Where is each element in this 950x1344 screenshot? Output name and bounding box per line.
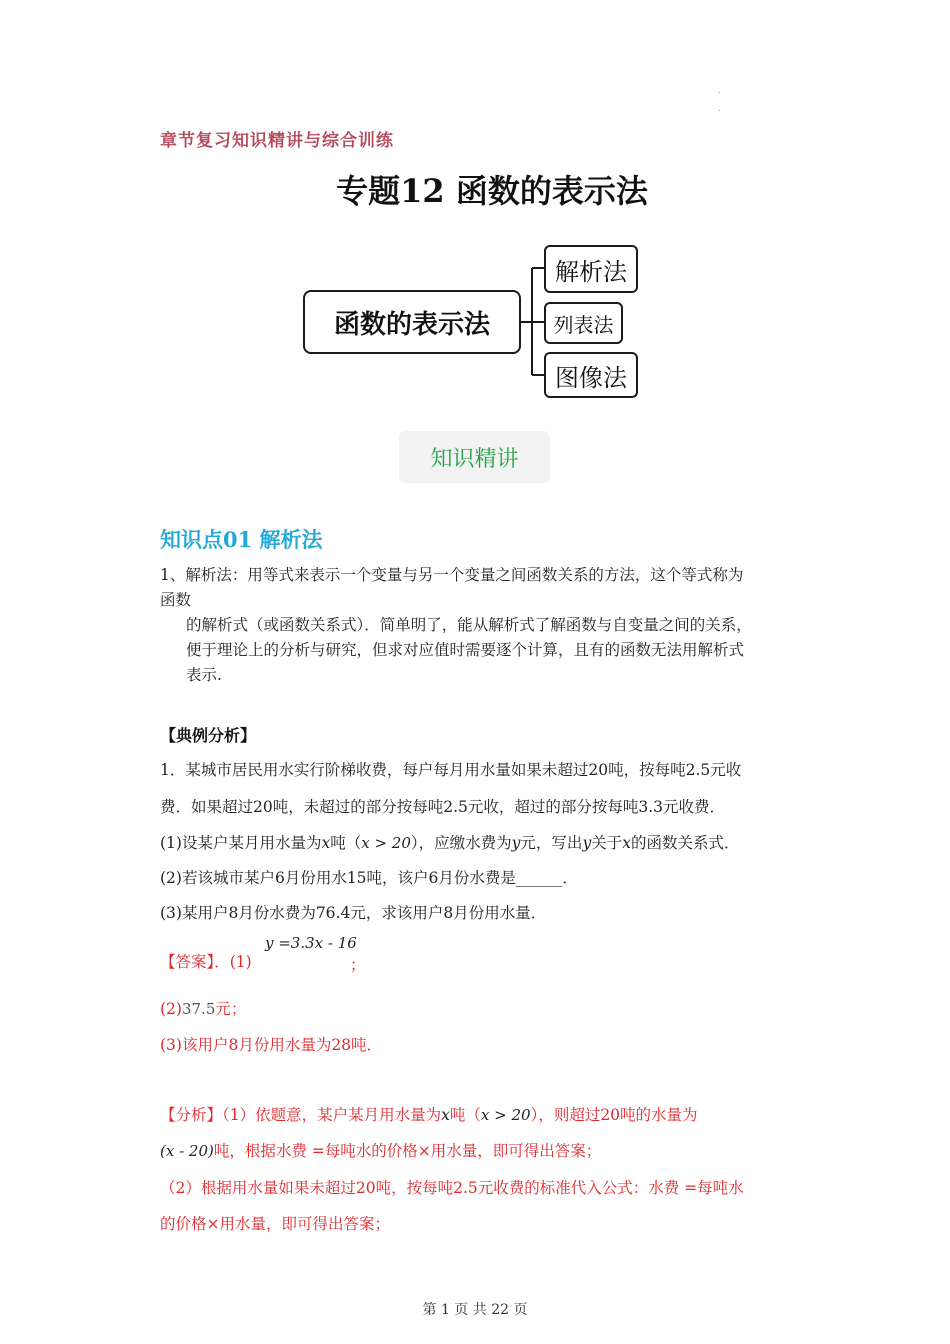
definition-line-4: 便于理论上的分析与研究，但求对应值时需要逐个计算，且有的函数无法用解析式 — [186, 641, 745, 659]
analysis-line-4: 的价格×用水量，即可得出答案； — [160, 1215, 390, 1233]
analysis-label: 【分析】 — [160, 1106, 223, 1124]
q1-text-e: 关于 — [591, 834, 623, 852]
corner-mark: . — [718, 104, 721, 113]
answer-part-3: (3)该用户8月份用水量为28吨． — [160, 1036, 383, 1054]
var-x: x — [441, 1106, 450, 1124]
question-line-2: 费．如果超过20吨，未超过的部分按每吨2.5元收，超过的部分按每吨3.3元收费． — [160, 798, 726, 816]
mindmap-branch-graph: 图像法 — [544, 352, 638, 398]
answer-semicolon: ； — [350, 956, 366, 974]
question-part-1 — [160, 831, 739, 853]
mindmap-branch-table: 列表法 — [544, 302, 623, 344]
example-heading: 【典例分析】 — [160, 726, 257, 745]
answer-2-value: 37.5 — [181, 1000, 216, 1018]
answer-part-2 — [160, 997, 246, 1019]
analysis-line-2 — [160, 1139, 601, 1161]
var-x: x — [622, 834, 631, 852]
question-line-1: 1．某城市居民用水实行阶梯收费，每户每月用水量如果未超过20吨，按每吨2.5元收 — [160, 761, 742, 779]
series-header: 章节复习知识精讲与综合训练 — [160, 131, 394, 151]
analysis-line-1 — [160, 1103, 698, 1125]
definition-line-5: 表示. — [186, 666, 222, 684]
condition-expr: x > 20 — [361, 834, 411, 852]
page-title: 专题12 函数的表示法 — [336, 172, 648, 210]
analysis-text-c: ），则超过20吨的水量为 — [530, 1106, 698, 1124]
corner-mark: . — [718, 86, 721, 95]
mindmap-root: 函数的表示法 — [303, 290, 521, 354]
answer-2-prefix: (2) — [160, 1000, 182, 1018]
question-part-2: (2)若该城市某户6月份用水15吨，该户6月份水费是______． — [160, 869, 578, 887]
var-y: y — [582, 834, 592, 852]
analysis-text-d: 吨，根据水费 =每吨水的价格×用水量，即可得出答案； — [213, 1142, 602, 1160]
knowledge-section-button[interactable]: 知识精讲 — [399, 431, 550, 483]
definition-line-2: 函数 — [160, 591, 192, 609]
answer-label: 【答案】．(1) — [160, 953, 252, 971]
analysis-text-a: （1）依题意，某户某月用水量为 — [222, 1106, 442, 1124]
q1-text-f: 的函数关系式． — [630, 834, 740, 852]
q1-text-d: 元，写出 — [520, 834, 583, 852]
answer-formula: y =3.3x - 16 — [265, 934, 357, 952]
excess-expr: (x - 20) — [160, 1142, 214, 1160]
q1-text-a: (1)设某户某月用水量为 — [160, 834, 322, 852]
var-x: x — [321, 834, 331, 852]
mindmap-connectors — [0, 0, 950, 420]
analysis-text-b: 吨（ — [449, 1106, 481, 1124]
definition-line-1: 1、解析法：用等式来表示一个变量与另一个变量之间函数关系的方法，这个等式称为 — [160, 566, 744, 584]
question-part-3: (3)某用户8月份水费为76.4元，求该用户8月份用水量． — [160, 904, 547, 922]
analysis-line-3: （2）根据用水量如果未超过20吨，按每吨2.5元收费的标准代入公式：水费 =每吨水 — [160, 1179, 744, 1197]
q1-text-c: ），应缴水费为 — [410, 834, 512, 852]
section-heading: 知识点01 解析法 — [160, 527, 323, 552]
answer-2-suffix: 元； — [215, 1000, 247, 1018]
definition-line-3: 的解析式（或函数关系式）．简单明了，能从解析式了解函数与自变量之间的关系， — [186, 616, 752, 634]
page-footer: 第 1 页 共 22 页 — [422, 1302, 528, 1318]
mindmap-branch-analytic: 解析法 — [544, 245, 638, 293]
condition-expr: x > 20 — [480, 1106, 531, 1124]
var-y: y — [511, 834, 521, 852]
q1-text-b: 吨（ — [330, 834, 362, 852]
